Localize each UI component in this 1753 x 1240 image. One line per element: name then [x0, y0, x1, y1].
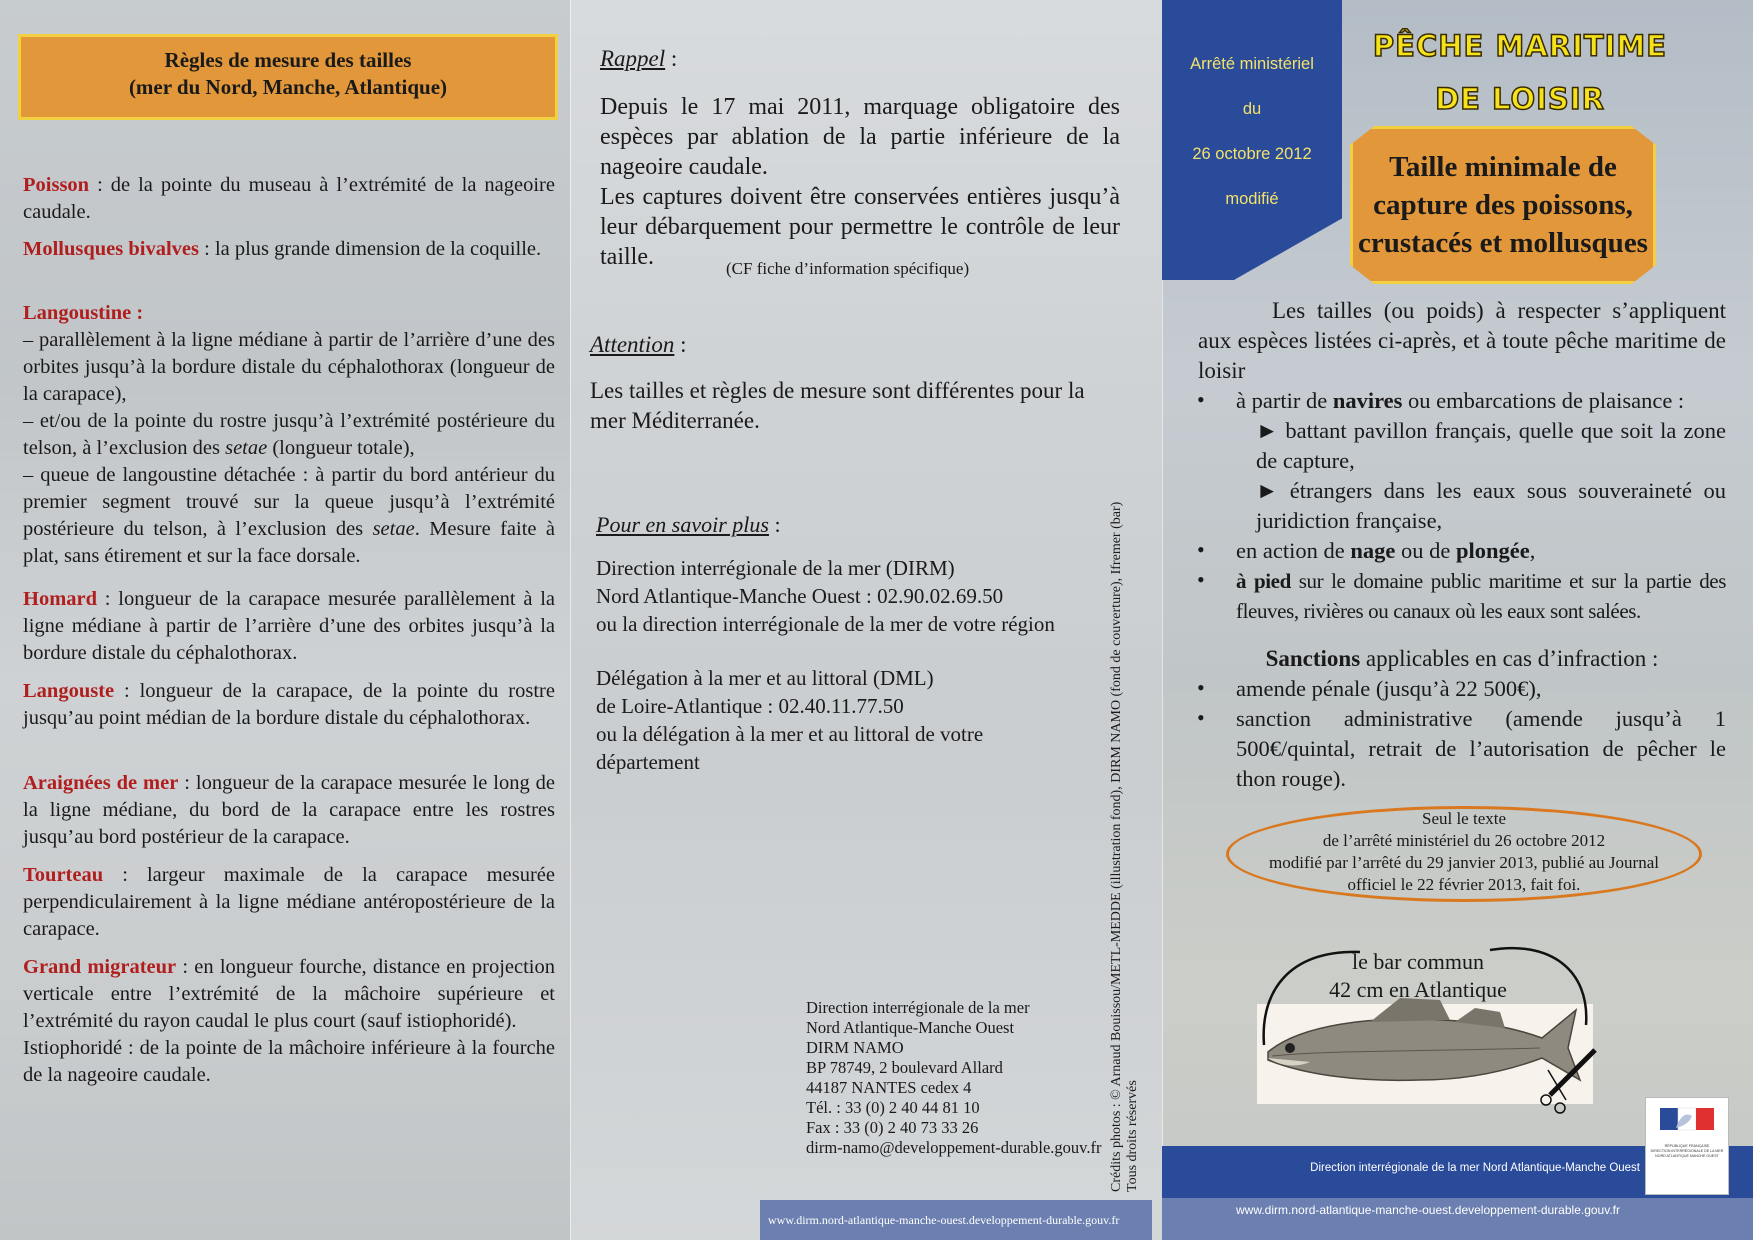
peche-title-line1: PÊCHE MARITIME [1372, 29, 1668, 63]
text-istiophoride: Istiophoridé : de la pointe de la mâchoire inférieure à la fourche de la nageoire caudale. [23, 1037, 555, 1086]
term-grand-migrateur: Grand migrateur [23, 956, 177, 978]
bar-caption-line2: 42 cm en Atlantique [1329, 977, 1507, 1002]
a-pied-post: sur le domaine public maritime et sur la partie des fleuves, rivières ou canaux où les eaux sont salées. [1236, 569, 1726, 623]
def-mollusques [23, 236, 555, 263]
langoustine-line1: – parallèlement à la ligne médiane à partir de l’arrière d’une des orbites jusqu’à la bordure distale du céphalothorax (longueur de la carapace), [23, 329, 555, 405]
website-url-left[interactable]: www.dirm.nord-atlantique-manche-ouest.developpement-durable.gouv.fr [760, 1200, 1152, 1240]
langoustine-line2 [23, 408, 555, 462]
contact-line: 44187 NANTES cedex 4 [806, 1078, 972, 1097]
def-homard [23, 586, 555, 667]
term-mollusques: Mollusques bivalves [23, 238, 199, 260]
oval-line: Seul le texte [1421, 809, 1507, 828]
rappel-paragraph-1: Depuis le 17 mai 2011, marquage obligatoire des espèces par ablation de la partie inférieure de la nageoire caudale. [600, 94, 1120, 180]
navires-bold: navires [1332, 388, 1403, 413]
taille-line2: capture des poissons, [1373, 189, 1633, 221]
contact-line: Nord Atlantique-Manche Ouest [806, 1018, 1015, 1037]
attention-text: Les tailles et règles de mesure sont différentes pour la mer Méditerranée. [590, 378, 1085, 433]
text-araignees: : longueur de la carapace mesurée le long de la ligne médiane, du bord de la carapace entre les rostres jusqu’au bord postérieur de la carapace. [23, 772, 556, 848]
dirm-block [596, 554, 1116, 638]
sanction-penale: amende pénale (jusqu’à 22 500€), [1236, 676, 1542, 701]
arrete-line: 26 octobre 2012 [1192, 145, 1312, 163]
credits-line2: Tous droits réservés [1125, 1080, 1140, 1192]
bar-commun-caption [1318, 948, 1518, 1004]
dml-block [596, 664, 1116, 776]
sanctions-heading [1198, 644, 1726, 674]
sanctions-post: applicables en cas d’infraction : [1360, 646, 1659, 671]
marianne-flag-icon [1646, 1104, 1728, 1144]
legal-notice-text [1230, 808, 1698, 896]
def-tourteau [23, 862, 555, 943]
fold-line-1 [570, 0, 571, 1240]
savoir-heading-row [596, 512, 1116, 538]
rappel-text [600, 92, 1120, 272]
savoir-heading: Pour en savoir plus [596, 512, 769, 537]
term-araignees: Araignées de mer [23, 772, 179, 794]
bullet-icon: • [1197, 705, 1205, 730]
logo-line: RÉPUBLIQUE FRANÇAISE [1664, 1144, 1710, 1148]
text-langouste: : longueur de la carapace, de la pointe du rostre jusqu’au point médian de la bordure distale du céphalothorax. [23, 680, 555, 729]
savoir-colon: : [768, 512, 781, 537]
def-langoustine [23, 300, 555, 570]
bullet-navires [1236, 386, 1726, 416]
text-grand-migrateur: : en longueur fourche, distance en projection verticale entre l’extrémité de la mâchoire supérieure et l’extrémité du rayon caudal le plus court (sauf istiophoridé). [23, 956, 555, 1032]
text-poisson: : de la pointe du museau à l’extrémité de la nageoire caudale. [23, 174, 555, 223]
oval-line: modifié par l’arrêté du 29 janvier 2013, publié au Journal [1269, 853, 1659, 872]
def-langouste [23, 678, 555, 732]
navires-post: ou embarcations de plaisance : [1402, 388, 1685, 413]
fish-icon [1268, 998, 1580, 1080]
a-pied-bold: à pied [1236, 569, 1291, 593]
contact-line: BP 78749, 2 boulevard Allard [806, 1058, 1003, 1077]
term-homard: Homard [23, 588, 98, 610]
bullet-nage [1236, 536, 1726, 566]
republique-francaise-logo [1645, 1097, 1729, 1195]
arrete-line: modifié [1225, 190, 1279, 208]
navires-pre: à partir de [1236, 388, 1333, 413]
term-tourteau: Tourteau [23, 864, 104, 886]
bar-caption-line1: le bar commun [1352, 949, 1484, 974]
nage-mid: ou de [1395, 538, 1456, 563]
peche-maritime-title [1360, 20, 1680, 126]
rules-title-box [18, 34, 558, 120]
text-tourteau: : largeur maximale de la carapace mesurée perpendiculairement à la ligne médiane antéropostérieure de la carapace. [23, 864, 555, 940]
langoustine-line2a: – et/ou de la pointe du rostre jusqu’à l’extrémité postérieure du telson, à l’exclusion des [23, 410, 555, 459]
sanctions-bold: Sanctions [1265, 646, 1361, 671]
sanction-administrative: sanction administrative (amende jusqu’à 1 500€/quintal, retrait de l’autorisation de pêcher le thon rouge). [1236, 706, 1726, 791]
bullet-icon: • [1197, 537, 1205, 562]
intro-text: Les tailles (ou poids) à respecter s’appliquent aux espèces listées ci-après, et à toute pêche maritime de loisir [1198, 298, 1726, 383]
rappel-paragraph-2: Les captures doivent être conservées entières jusqu’à leur débarquement pour permettre le contrôle de leur taille. [600, 184, 1120, 270]
rules-title-line2: (mer du Nord, Manche, Atlantique) [128, 75, 448, 99]
rappel-heading-row [600, 46, 1120, 72]
logo-line: NORD ATLANTIQUE MANCHE OUEST [1655, 1154, 1719, 1158]
term-langoustine: Langoustine : [23, 302, 144, 324]
oval-line: de l’arrêté ministériel du 26 octobre 2012 [1322, 831, 1606, 850]
attention-heading-row [590, 332, 1110, 358]
dml-line1: Délégation à la mer et au littoral (DML) [596, 666, 934, 690]
contact-address-block [806, 998, 1106, 1158]
logo-caption [1646, 1144, 1728, 1159]
attention-colon: : [674, 332, 687, 357]
contact-phone: Tél. : 33 (0) 2 40 44 81 10 [806, 1098, 980, 1117]
bullet-a-pied [1236, 566, 1726, 626]
setae-italic: setae [372, 518, 415, 540]
taille-line1: Taille minimale de [1389, 151, 1617, 183]
credits-line1: Crédits photos : © Arnaud Bouissou/METL-MEDDE (illustration fond), DIRM NAMO (fond de couverture), Ifremer (bar) [1109, 501, 1124, 1192]
contact-line: DIRM NAMO [806, 1038, 904, 1057]
dml-line4: département [596, 750, 700, 774]
def-araignees [23, 770, 555, 851]
peche-title-line2: DE LOISIR [1435, 82, 1605, 116]
taille-line3: crustacés et mollusques [1358, 227, 1648, 259]
setae-italic: setae [225, 437, 268, 459]
logo-line: DIRECTION INTERRÉGIONALE DE LA MER [1650, 1149, 1724, 1153]
bullet-icon: • [1197, 387, 1205, 412]
term-langouste: Langouste [23, 680, 115, 702]
rappel-colon: : [665, 46, 678, 71]
langoustine-line3 [23, 462, 555, 570]
dml-line2: de Loire-Atlantique : 02.40.11.77.50 [596, 694, 904, 718]
arrete-line: du [1242, 100, 1262, 118]
sub-bullet-francais: ► battant pavillon français, quelle que soit la zone de capture, [1256, 418, 1726, 473]
nage-pre: en action de [1236, 538, 1351, 563]
def-grand-migrateur [23, 954, 555, 1089]
bullet-icon: • [1197, 567, 1205, 592]
arrete-line: Arrêté ministériel [1190, 55, 1314, 73]
sub-bullet-etrangers: ► étrangers dans les eaux sous souveraineté ou juridiction française, [1256, 478, 1726, 533]
rappel-cf-note: (CF fiche d’information spécifique) [726, 259, 970, 278]
bullet-icon: • [1197, 675, 1205, 700]
contact-line: Direction interrégionale de la mer [806, 998, 1030, 1017]
langoustine-line3a: – queue de langoustine détachée : à partir du bord antérieur du premier segment trouvé sur la queue jusqu’à l’extrémité postérieure du telson, à l’exclusion des [23, 464, 555, 540]
website-url-right[interactable]: www.dirm.nord-atlantique-manche-ouest.developpement-durable.gouv.fr [1236, 1203, 1620, 1217]
def-poisson [23, 172, 555, 226]
langoustine-line3b: . Mesure faite à plat, sans étirement et sur la face dorsale. [23, 518, 555, 567]
plongee-bold: plongée [1455, 538, 1530, 563]
dirm-line1: Direction interrégionale de la mer (DIRM) [596, 556, 955, 580]
langoustine-line2b: (longueur totale), [267, 437, 415, 459]
attention-heading: Attention [590, 332, 675, 357]
dml-line3: ou la délégation à la mer et au littoral de votre [596, 722, 984, 746]
contact-fax: Fax : 33 (0) 2 40 73 33 26 [806, 1118, 979, 1137]
nage-post: , [1529, 538, 1536, 563]
text-mollusques: : la plus grande dimension de la coquille. [199, 238, 542, 260]
rules-title-line1: Règles de mesure des tailles [164, 48, 412, 72]
rappel-heading: Rappel [600, 46, 666, 71]
arrete-text [1168, 42, 1336, 222]
nage-bold: nage [1350, 538, 1396, 563]
oval-line: officiel le 22 février 2013, fait foi. [1347, 875, 1581, 894]
dirm-line3: ou la direction interrégionale de la mer de votre région [596, 612, 1055, 636]
contact-email[interactable]: dirm-namo@developpement-durable.gouv.fr [806, 1138, 1102, 1157]
footer-dirm-name: Direction interrégionale de la mer Nord Atlantique-Manche Ouest [1310, 1162, 1640, 1174]
term-poisson: Poisson [23, 174, 90, 196]
taille-minimale-title [1352, 148, 1654, 262]
dirm-line2: Nord Atlantique-Manche Ouest : 02.90.02.69.50 [596, 584, 1004, 608]
photo-credits [1109, 432, 1141, 1192]
text-homard: : longueur de la carapace mesurée parallèlement à la ligne médiane à partir de l’arrière d’une des orbites jusqu’à la bordure distale du céphalothorax. [23, 588, 555, 664]
